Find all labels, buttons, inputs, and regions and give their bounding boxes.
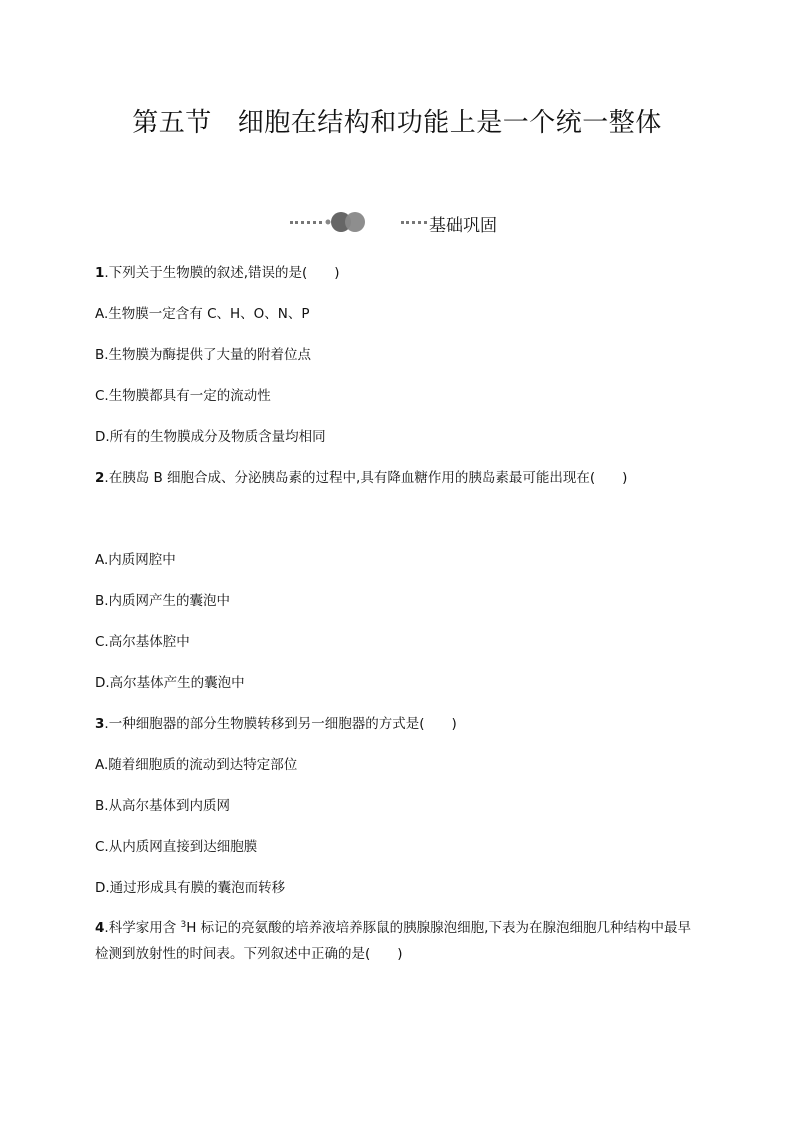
question-3-stem: 3.一种细胞器的部分生物膜转移到另一细胞器的方式是( ) bbox=[95, 716, 457, 732]
question-3-option-c: C.从内质网直接到达细胞膜 bbox=[95, 839, 258, 855]
question-1-stem: 1.下列关于生物膜的叙述,错误的是( ) bbox=[95, 265, 340, 281]
question-2-option-d: D.高尔基体产生的囊泡中 bbox=[95, 675, 245, 691]
question-2-stem: 2.在胰岛 B 细胞合成、分泌胰岛素的过程中,具有降血糖作用的胰岛素最可能出现在( ) bbox=[95, 470, 628, 486]
section-title: 细胞在结构和功能上是一个统一整体 bbox=[237, 108, 662, 138]
section-header bbox=[286, 208, 516, 238]
question-2-option-a: A.内质网腔中 bbox=[95, 552, 176, 568]
question-2-option-b: B.内质网产生的囊泡中 bbox=[95, 593, 231, 609]
question-1-option-b: B.生物膜为酶提供了大量的附着位点 bbox=[95, 347, 312, 363]
section-label: 基础巩固 bbox=[429, 216, 497, 236]
question-3-option-a: A.随着细胞质的流动到达特定部位 bbox=[95, 757, 298, 773]
question-2-option-c: C.高尔基体腔中 bbox=[95, 634, 190, 650]
question-1-option-a: A.生物膜一定含有 C、H、O、N、P bbox=[95, 306, 310, 322]
question-3-option-d: D.通过形成具有膜的囊泡而转移 bbox=[95, 880, 286, 896]
dotted-line-right bbox=[401, 221, 427, 224]
circles-icon bbox=[324, 210, 368, 234]
dotted-line-left bbox=[290, 221, 322, 224]
question-1-option-d: D.所有的生物膜成分及物质含量均相同 bbox=[95, 429, 326, 445]
section-number: 第五节 bbox=[132, 108, 212, 138]
isotope-mass-number: 3 bbox=[180, 920, 187, 930]
question-3-option-b: B.从高尔基体到内质网 bbox=[95, 798, 231, 814]
page-title bbox=[0, 102, 794, 139]
question-4-stem: 4.科学家用含 $^3$H 标记的亮氨酸的培养液培养豚鼠的胰腺腺泡细胞,下表为在腺泡细胞几种结构中最早检测到放射性的时间表。下列叙述中正确的是( ) bbox=[95, 920, 691, 962]
question-1-option-c: C.生物膜都具有一定的流动性 bbox=[95, 388, 271, 404]
